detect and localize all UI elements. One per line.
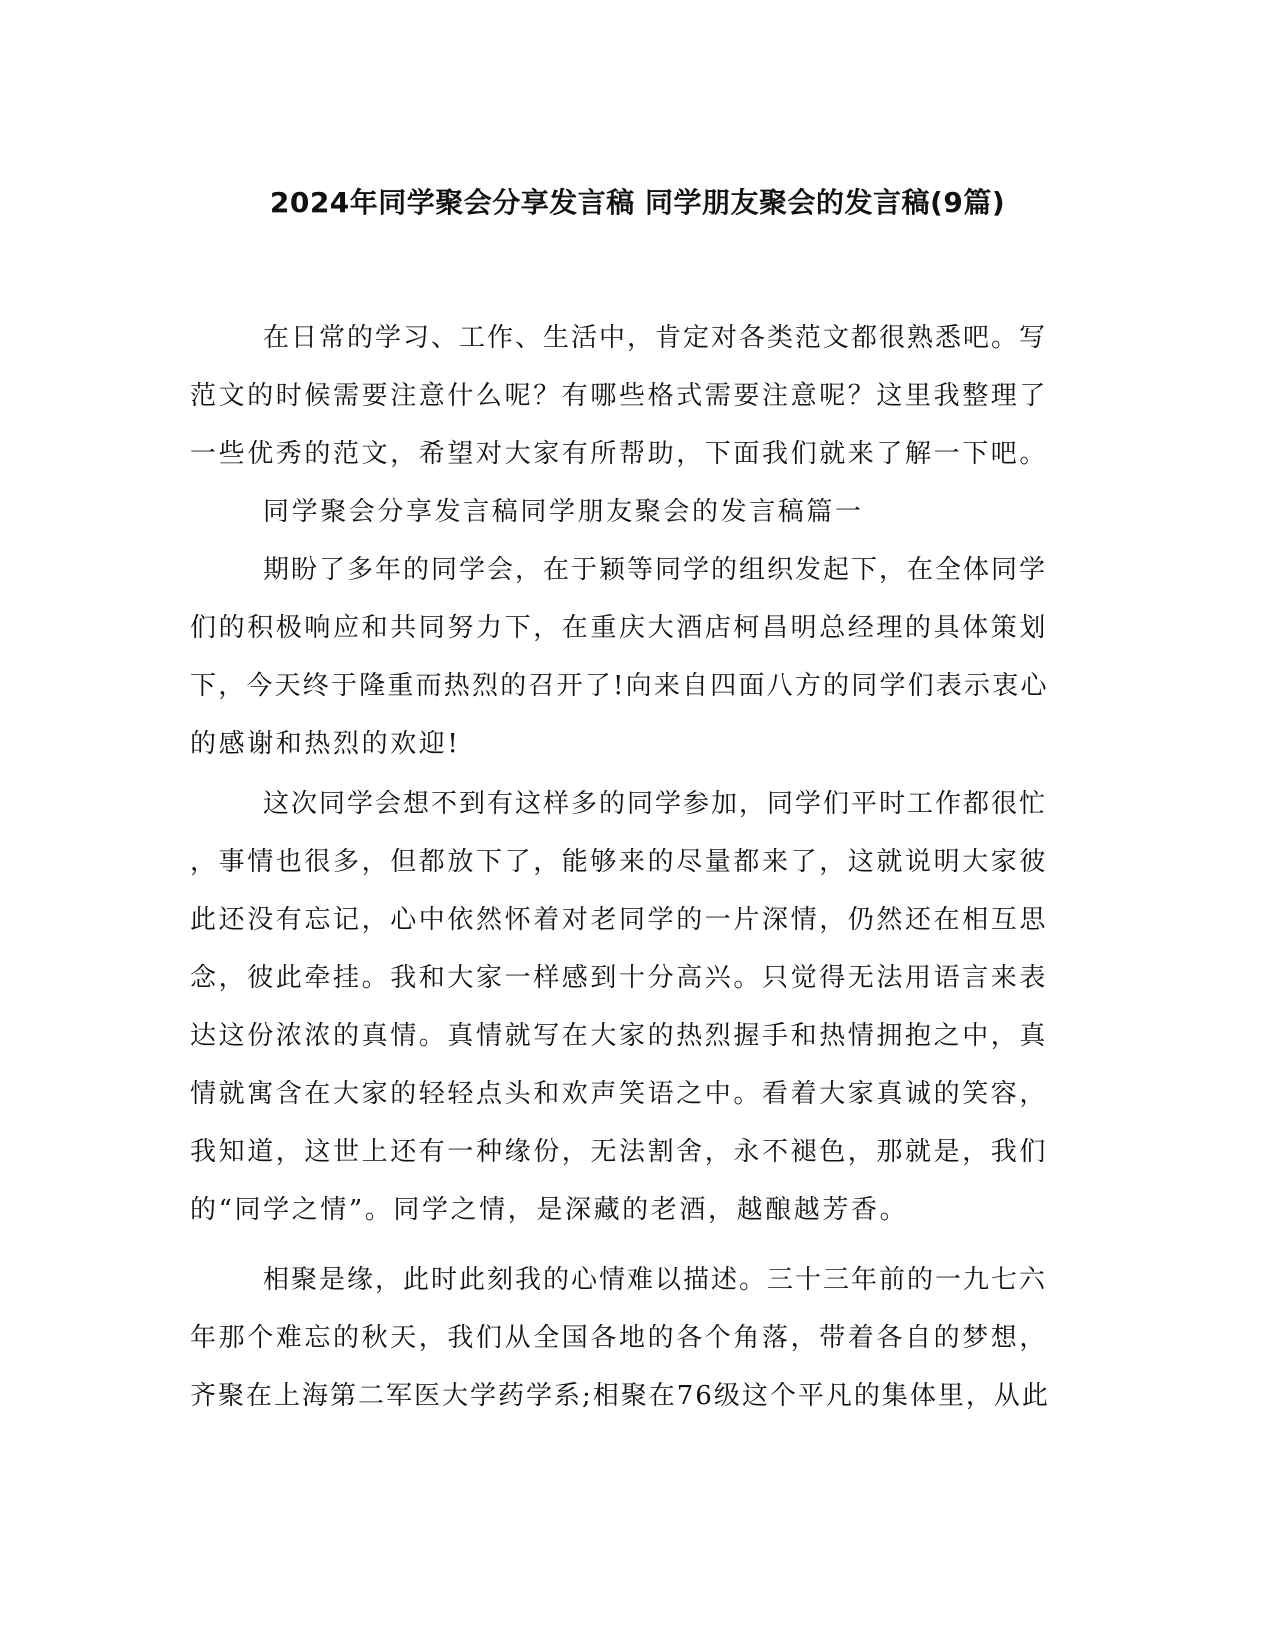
section-heading: 同学聚会分享发言稿同学朋友聚会的发言稿篇一	[263, 497, 864, 527]
paragraph-line: 相聚是缘，此时此刻我的心情难以描述。三十三年前的一九七六	[263, 1265, 1048, 1295]
document-title: 2024年同学聚会分享发言稿 同学朋友聚会的发言稿(9篇)	[269, 186, 1006, 219]
paragraph-line: ，事情也很多，但都放下了，能够来的尽量都来了，这就说明大家彼	[190, 847, 1049, 877]
paragraph-line: 念，彼此牵挂。我和大家一样感到十分高兴。只觉得无法用语言来表	[190, 963, 1049, 993]
paragraph-line: 在日常的学习、工作、生活中，肯定对各类范文都很熟悉吧。写	[263, 323, 1048, 353]
paragraph-line: 的“同学之情”。同学之情，是深藏的老酒，越酿越芳香。	[190, 1195, 909, 1225]
paragraph-line: 年那个难忘的秋天，我们从全国各地的各个角落，带着各自的梦想，	[190, 1323, 1049, 1353]
paragraph-line: 范文的时候需要注意什么呢？有哪些格式需要注意呢？这里我整理了	[190, 381, 1049, 411]
paragraph-line: 这次同学会想不到有这样多的同学参加，同学们平时工作都很忙	[263, 789, 1048, 819]
paragraph-line: 齐聚在上海第二军医大学药学系;相聚在76级这个平凡的集体里，从此	[190, 1381, 1050, 1411]
paragraph-line: 情就寓含在大家的轻轻点头和欢声笑语之中。看着大家真诚的笑容，	[190, 1079, 1049, 1109]
paragraph-line: 下，今天终于隆重而热烈的召开了!向来自四面八方的同学们表示衷心	[190, 671, 1049, 701]
paragraph-line: 达这份浓浓的真情。真情就写在大家的热烈握手和热情拥抱之中，真	[190, 1021, 1049, 1051]
paragraph-line: 的感谢和热烈的欢迎!	[190, 729, 461, 759]
paragraph-line: 期盼了多年的同学会，在于颖等同学的组织发起下，在全体同学	[263, 555, 1048, 585]
paragraph-line: 我知道，这世上还有一种缘份，无法割舍，永不褪色，那就是，我们	[190, 1137, 1049, 1167]
paragraph-line: 此还没有忘记，心中依然怀着对老同学的一片深情，仍然还在相互思	[190, 905, 1049, 935]
paragraph-line: 一些优秀的范文，希望对大家有所帮助，下面我们就来了解一下吧。	[190, 439, 1049, 469]
paragraph-line: 们的积极响应和共同努力下，在重庆大酒店柯昌明总经理的具体策划	[190, 613, 1049, 643]
